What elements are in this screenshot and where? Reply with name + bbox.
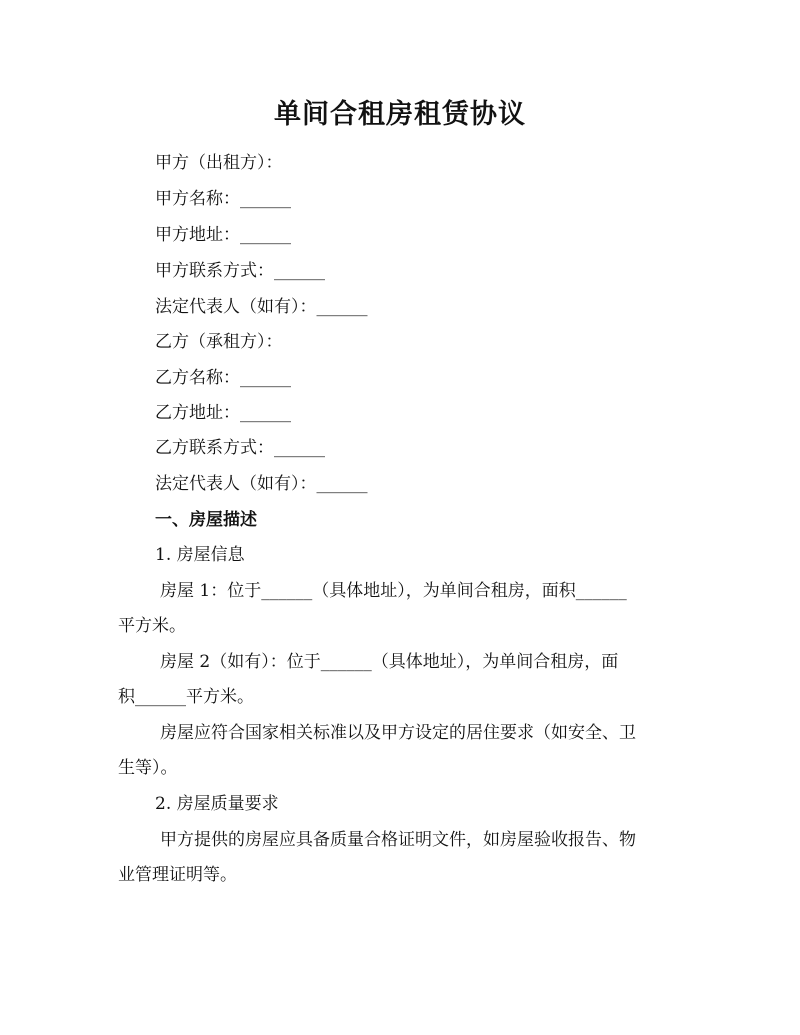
party-a-name: 甲方名称：______	[155, 189, 291, 209]
section-heading-house-description: 一、房屋描述	[155, 510, 257, 530]
party-a-heading: 甲方（出租方）：	[155, 153, 283, 173]
room1-text-line2: 平方米。	[118, 616, 186, 636]
party-b-contact: 乙方联系方式：______	[155, 438, 325, 458]
subheading-house-info: 1. 房屋信息	[155, 545, 245, 565]
party-b-name: 乙方名称：______	[155, 368, 291, 388]
room2-text-line2: 积______平方米。	[118, 687, 254, 707]
document-title: 单间合租房租赁协议	[274, 99, 526, 130]
room2-text-line1: 房屋 2（如有）：位于______（具体地址），为单间合租房，面	[160, 652, 619, 672]
standard-text-line2: 生等）。	[118, 758, 178, 778]
room1-text-line1: 房屋 1：位于______（具体地址），为单间合租房，面积______	[160, 581, 627, 601]
party-b-heading: 乙方（承租方）：	[155, 332, 283, 352]
party-a-address: 甲方地址：______	[155, 225, 291, 245]
quality-text-line2: 业管理证明等。	[118, 865, 237, 885]
quality-text-line1: 甲方提供的房屋应具备质量合格证明文件，如房屋验收报告、物	[160, 830, 636, 850]
party-a-contact: 甲方联系方式：______	[155, 261, 325, 281]
standard-text-line1: 房屋应符合国家相关标准以及甲方设定的居住要求（如安全、卫	[160, 723, 636, 743]
party-b-address: 乙方地址：______	[155, 403, 291, 423]
subheading-quality-requirements: 2. 房屋质量要求	[155, 794, 279, 814]
party-a-legal-rep: 法定代表人（如有）：______	[155, 297, 368, 317]
party-b-legal-rep: 法定代表人（如有）：______	[155, 474, 368, 494]
